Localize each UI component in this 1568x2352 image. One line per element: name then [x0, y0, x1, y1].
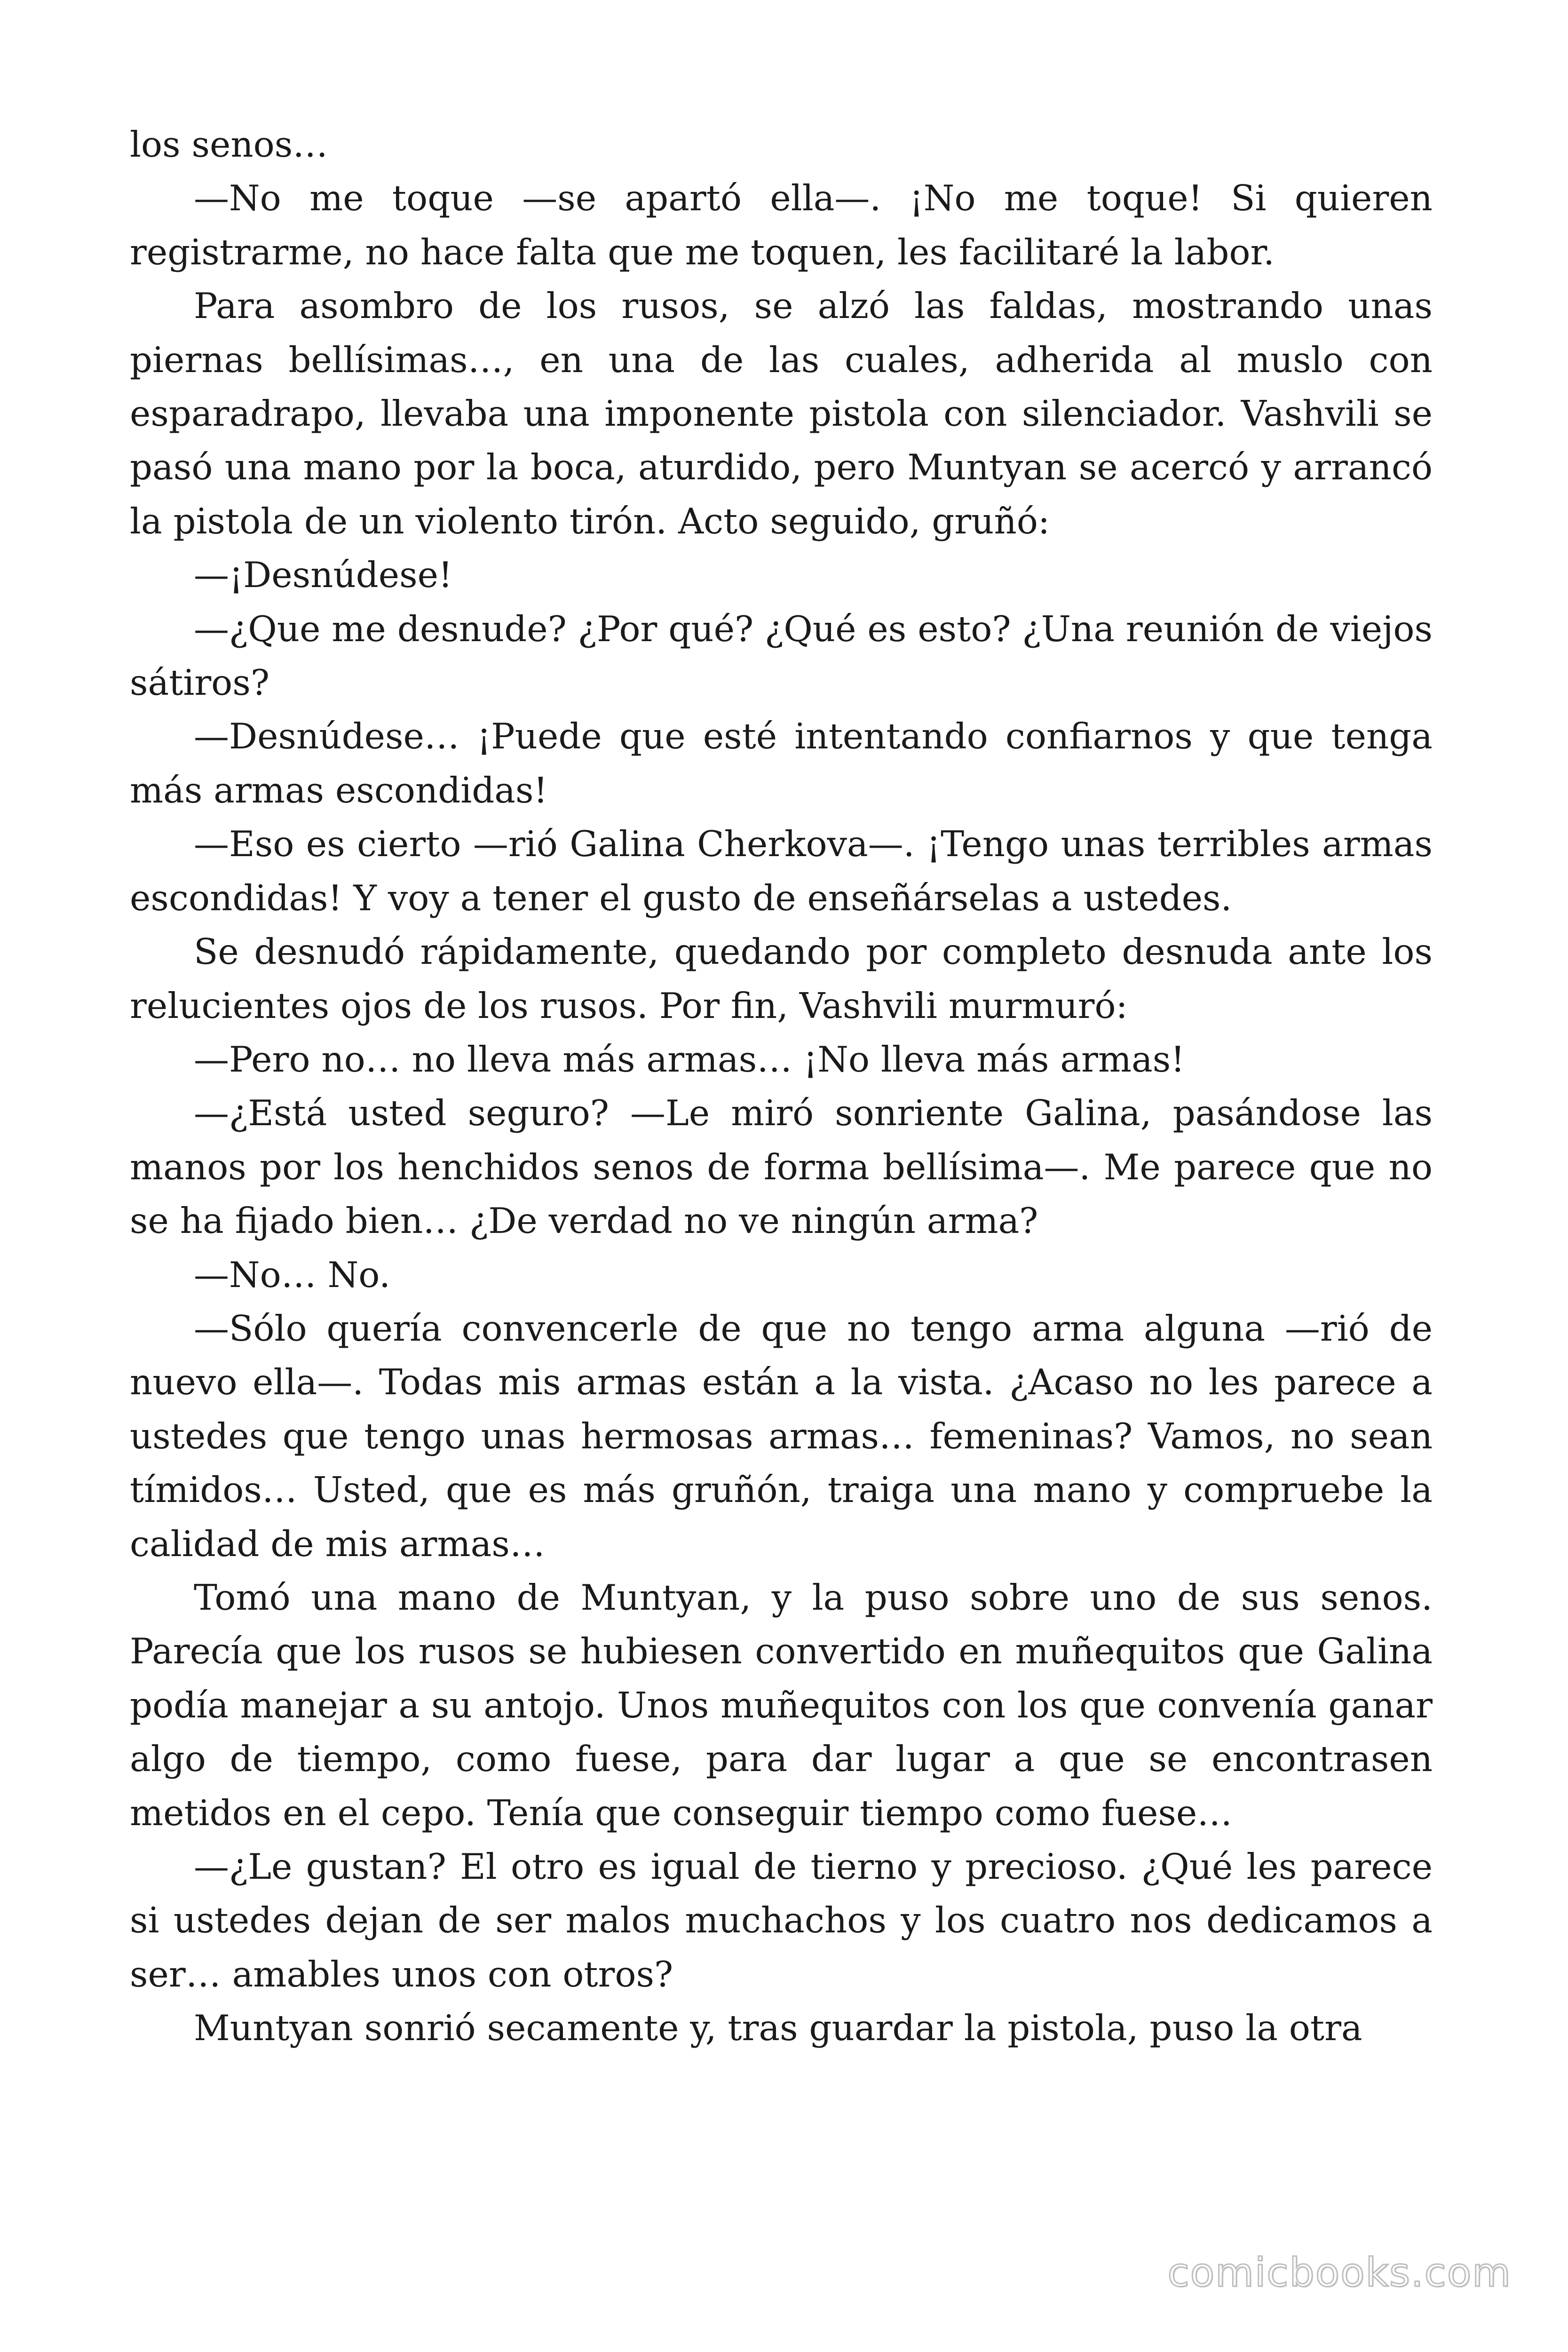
paragraph-4: —¡Desnúdese! — [194, 554, 453, 596]
paragraph-6: —Desnúdese… ¡Puede que esté intentando confiarnos y que tenga más armas escondidas! — [130, 715, 1433, 811]
paragraph-2: —No me toque —se apartó ella—. ¡No me toque! Si quieren registrarme, no hace falta que me toquen, les facilitaré la labor. — [130, 177, 1433, 273]
paragraph-13: Tomó una mano de Muntyan, y la puso sobre uno de sus senos. Parecía que los rusos se hubiesen convertido en muñequitos que Galina podía manejar a su antojo. Unos muñequitos con los que convenía ganar algo de tiempo, como fuese, para dar lugar a que se encontrasen metidos en el cepo. Tenía que conseguir tiempo como fuese… — [130, 1576, 1433, 1834]
watermark-text: comicbooks.com — [1167, 2249, 1512, 2296]
paragraph-15: Muntyan sonrió secamente y, tras guardar la pistola, puso la otra — [194, 2007, 1362, 2049]
paragraph-10: —¿Está usted seguro? —Le miró sonriente Galina, pasándose las manos por los henchidos senos de forma bellísima—. Me parece que no se ha fijado bien… ¿De verdad no ve ningún arma? — [130, 1092, 1433, 1242]
paragraph-1: los senos… — [130, 124, 328, 165]
paragraph-12: —Sólo quería convencerle de que no tengo arma alguna —rió de nuevo ella—. Todas mis armas están a la vista. ¿Acaso no les parece a ustedes que tengo unas hermosas armas… femeninas? Vamos, no sean tímidos… Usted, que es más gruñón, traiga una mano y compruebe la calidad de mis armas… — [130, 1307, 1433, 1565]
page-body — [130, 118, 1433, 2055]
paragraph-8: Se desnudó rápidamente, quedando por completo desnuda ante los relucientes ojos de los rusos. Por fin, Vashvili murmuró: — [130, 931, 1433, 1026]
paragraph-3: Para asombro de los rusos, se alzó las faldas, mostrando unas piernas bellísimas…, en una de las cuales, adherida al muslo con esparadrapo, llevaba una imponente pistola con silenciador. Vashvili se pasó una mano por la boca, aturdido, pero Muntyan se acercó y arrancó la pistola de un violento tirón. Acto seguido, gruñó: — [130, 285, 1433, 542]
paragraph-5: —¿Que me desnude? ¿Por qué? ¿Qué es esto? ¿Una reunión de viejos sátiros? — [130, 608, 1433, 704]
paragraph-11: —No… No. — [194, 1254, 390, 1295]
paragraph-7: —Eso es cierto —rió Galina Cherkova—. ¡Tengo unas terribles armas escondidas! Y voy a tener el gusto de enseñárselas a ustedes. — [130, 823, 1433, 919]
paragraph-9: —Pero no… no lleva más armas… ¡No lleva más armas! — [194, 1038, 1185, 1080]
paragraph-14: —¿Le gustan? El otro es igual de tierno y precioso. ¿Qué les parece si ustedes dejan de ser malos muchachos y los cuatro nos dedicamos a ser… amables unos con otros? — [130, 1846, 1433, 1995]
